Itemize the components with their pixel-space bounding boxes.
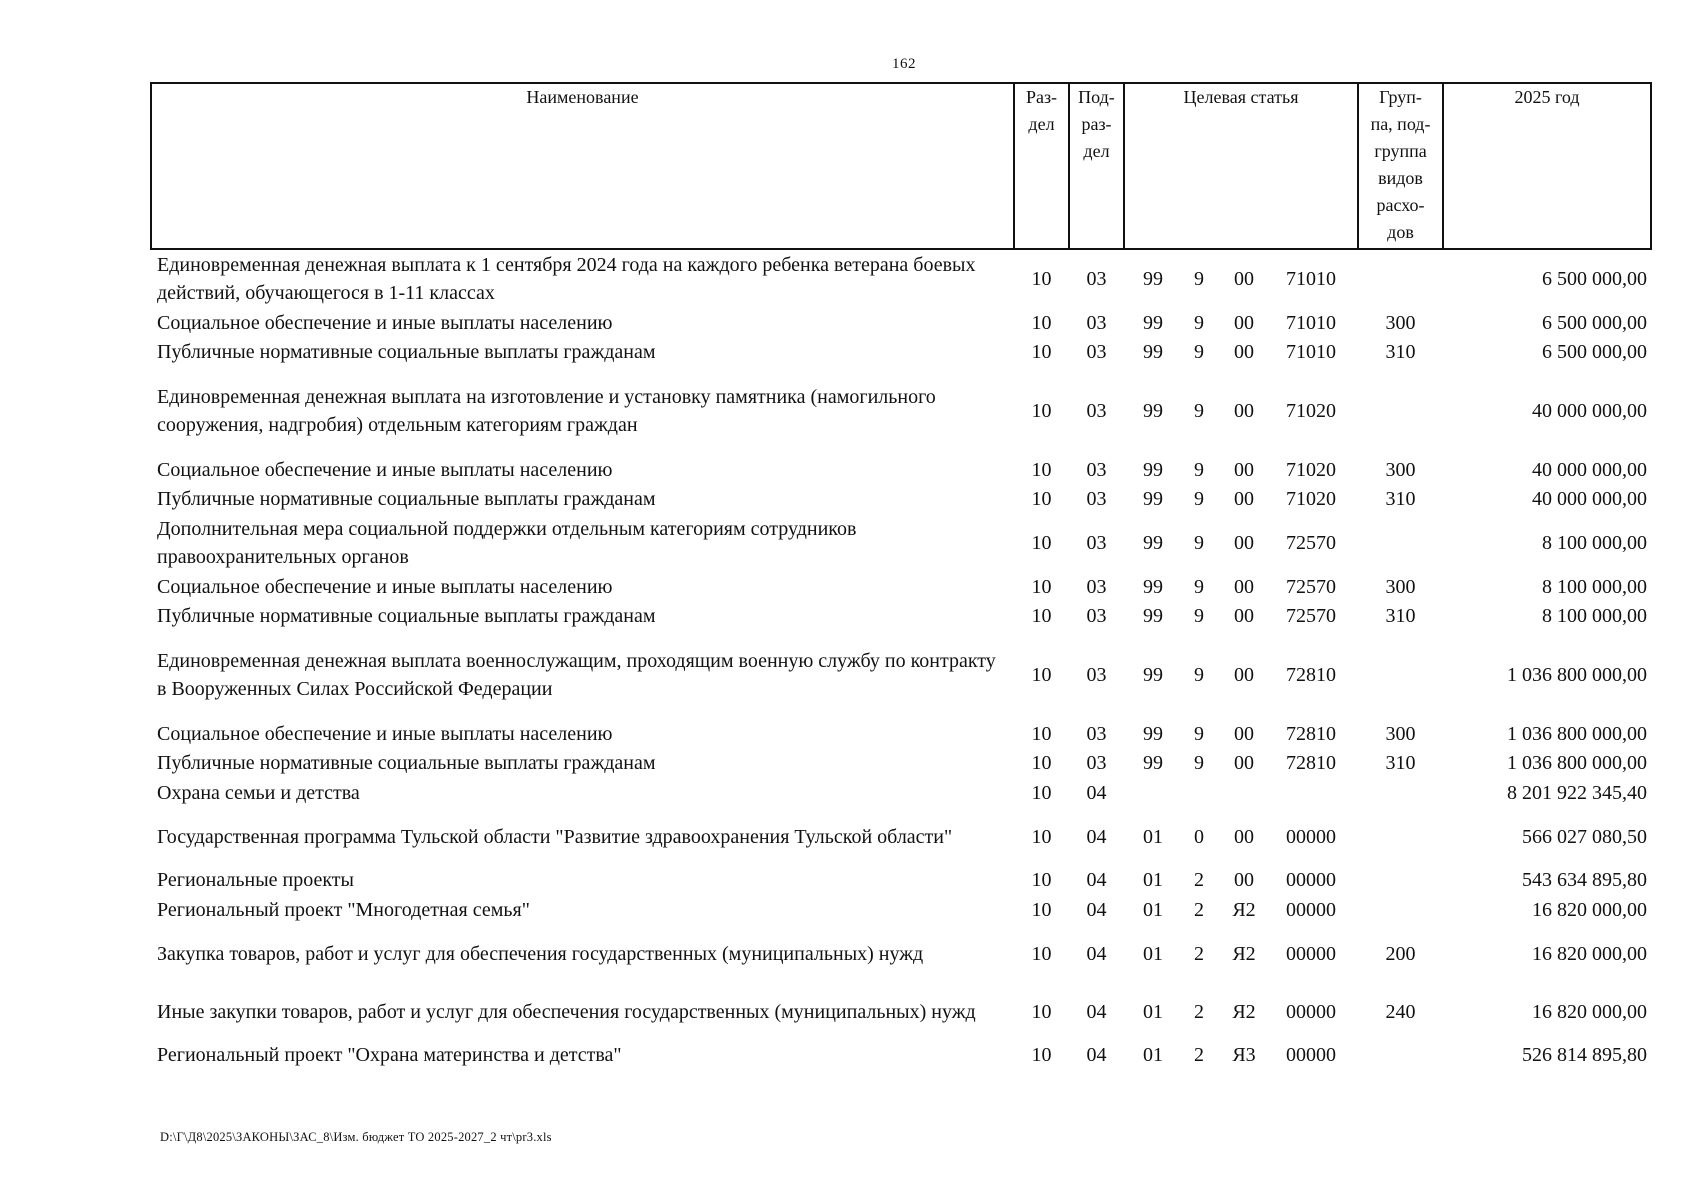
cell-podrazdel: 03 [1086, 458, 1107, 481]
cell-target-direction: 71010 [1286, 311, 1336, 334]
cell-target-subprogram: 9 [1194, 605, 1204, 628]
cell-target-program: 99 [1143, 752, 1163, 775]
cell-target-program: 99 [1143, 664, 1163, 686]
cell-target-program: 01 [1143, 869, 1163, 892]
cell-podrazdel: 03 [1086, 268, 1107, 290]
cell-target-subprogram [1182, 778, 1216, 808]
cell-amount: 8 100 000,00 [1542, 605, 1648, 628]
cell-name: Публичные нормативные социальные выплаты гражданам [157, 341, 656, 364]
cell-name: Региональный проект "Многодетная семья" [157, 898, 530, 921]
cell-razdel: 10 [1031, 664, 1052, 686]
cell-target-program: 99 [1143, 605, 1163, 628]
cell-razdel: 10 [1031, 488, 1052, 511]
cell-target-subprogram: 2 [1194, 1000, 1204, 1023]
cell-name: Публичные нормативные социальные выплаты гражданам [157, 605, 656, 628]
header-razdel: Раз- дел [1014, 83, 1069, 249]
cell-target-program: 01 [1143, 898, 1163, 921]
cell-target-direction: 00000 [1286, 825, 1336, 848]
cell-name: Единовременная денежная выплата военнослужащим, проходящим военную службу по контракту в Вооруженных Силах Российской Федерации [157, 650, 996, 700]
cell-amount: 6 500 000,00 [1542, 311, 1648, 334]
cell-target-event: 00 [1234, 664, 1254, 686]
table-row [151, 719, 1651, 749]
cell-target-subprogram: 2 [1194, 1044, 1204, 1067]
cell-target-direction: 71020 [1286, 400, 1336, 422]
cell-target-program: 99 [1143, 341, 1163, 364]
cell-razdel: 10 [1031, 605, 1052, 628]
cell-target-direction: 00000 [1286, 1000, 1336, 1023]
cell-razdel: 10 [1031, 869, 1052, 892]
cell-expense-group: 300 [1385, 458, 1416, 481]
cell-razdel: 10 [1031, 458, 1052, 481]
cell-podrazdel: 03 [1086, 488, 1107, 511]
cell-name: Социальное обеспечение и иные выплаты населению [157, 722, 613, 745]
cell-name: Закупка товаров, работ и услуг для обеспечения государственных (муниципальных) нужд [157, 942, 924, 965]
cell-target-direction: 72810 [1286, 752, 1336, 775]
cell-amount: 40 000 000,00 [1532, 458, 1648, 481]
cell-target-event: 00 [1234, 532, 1254, 554]
cell-podrazdel: 03 [1086, 575, 1107, 598]
cell-target-direction: 71020 [1286, 458, 1336, 481]
header-year: 2025 год [1443, 83, 1651, 249]
cell-target-subprogram: 9 [1194, 268, 1204, 290]
cell-podrazdel: 03 [1086, 311, 1107, 334]
footer-file-path: D:\Г\Д8\2025\ЗАКОНЫ\ЗАС_8\Изм. бюджет ТО 2025-2027_2 чт\pr3.xls [160, 1130, 552, 1144]
cell-target-event: Я2 [1232, 942, 1256, 965]
cell-razdel: 10 [1031, 400, 1052, 422]
cell-podrazdel: 03 [1086, 532, 1107, 554]
cell-target-subprogram: 9 [1194, 400, 1204, 422]
cell-name: Дополнительная мера социальной поддержки отдельным категориям сотрудников правоохранительных органов [157, 518, 857, 568]
cell-expense-group [1358, 808, 1443, 866]
cell-target-event: 00 [1234, 268, 1254, 290]
table-row [151, 925, 1651, 983]
cell-target-event: 00 [1234, 575, 1254, 598]
table-row [151, 749, 1651, 779]
table-row [151, 866, 1651, 896]
cell-expense-group [1358, 367, 1443, 455]
cell-name: Региональный проект "Охрана материнства и детства" [157, 1044, 622, 1067]
cell-target-event: 00 [1234, 825, 1254, 848]
cell-target-event: 00 [1234, 341, 1254, 364]
table-row [151, 602, 1651, 632]
cell-target-direction: 71020 [1286, 488, 1336, 511]
cell-target-direction: 72570 [1286, 605, 1336, 628]
cell-podrazdel: 04 [1086, 1044, 1107, 1067]
cell-target-event: 00 [1234, 605, 1254, 628]
cell-target-program: 01 [1143, 1000, 1163, 1023]
cell-target-event: 00 [1234, 400, 1254, 422]
cell-expense-group [1358, 514, 1443, 572]
cell-razdel: 10 [1031, 825, 1052, 848]
cell-expense-group: 310 [1385, 752, 1416, 775]
table-row [151, 778, 1651, 808]
cell-podrazdel: 03 [1086, 605, 1107, 628]
cell-target-program: 99 [1143, 400, 1163, 422]
cell-target-direction: 72570 [1286, 532, 1336, 554]
cell-target-program [1124, 778, 1182, 808]
cell-target-direction: 71010 [1286, 268, 1336, 290]
table-row [151, 572, 1651, 602]
cell-name: Социальное обеспечение и иные выплаты населению [157, 575, 613, 598]
cell-expense-group: 300 [1385, 311, 1416, 334]
page-number: 162 [892, 56, 916, 72]
table-row [151, 455, 1651, 485]
cell-target-event: 00 [1234, 869, 1254, 892]
cell-amount: 16 820 000,00 [1532, 1000, 1648, 1023]
cell-razdel: 10 [1031, 781, 1052, 804]
cell-target-subprogram: 9 [1194, 488, 1204, 511]
cell-target-event: 00 [1234, 722, 1254, 745]
table-row [151, 1041, 1651, 1071]
cell-podrazdel: 04 [1086, 825, 1107, 848]
cell-razdel: 10 [1031, 898, 1052, 921]
cell-podrazdel: 04 [1086, 781, 1107, 804]
header-target: Целевая статья [1124, 83, 1358, 249]
cell-name: Государственная программа Тульской области "Развитие здравоохранения Тульской области" [157, 825, 953, 848]
cell-target-subprogram: 9 [1194, 575, 1204, 598]
cell-target-subprogram: 2 [1194, 869, 1204, 892]
cell-target-program: 99 [1143, 722, 1163, 745]
cell-amount: 543 634 895,80 [1522, 869, 1648, 892]
cell-expense-group [1358, 631, 1443, 719]
header-name: Наименование [151, 83, 1014, 249]
cell-razdel: 10 [1031, 575, 1052, 598]
cell-target-program: 99 [1143, 575, 1163, 598]
cell-target-event: 00 [1234, 488, 1254, 511]
cell-target-direction: 72810 [1286, 722, 1336, 745]
cell-podrazdel: 04 [1086, 942, 1107, 965]
cell-target-program: 99 [1143, 532, 1163, 554]
cell-razdel: 10 [1031, 1000, 1052, 1023]
cell-expense-group: 310 [1385, 488, 1416, 511]
table-row [151, 338, 1651, 368]
cell-podrazdel: 03 [1086, 664, 1107, 686]
cell-podrazdel: 04 [1086, 1000, 1107, 1023]
cell-amount: 6 500 000,00 [1542, 268, 1648, 290]
table-row [151, 249, 1651, 308]
cell-target-event: 00 [1234, 752, 1254, 775]
cell-target-program: 01 [1143, 1044, 1163, 1067]
cell-target-direction: 00000 [1286, 942, 1336, 965]
cell-amount: 8 100 000,00 [1542, 575, 1648, 598]
cell-podrazdel: 03 [1086, 722, 1107, 745]
cell-expense-group [1358, 1041, 1443, 1071]
cell-razdel: 10 [1031, 532, 1052, 554]
cell-amount: 6 500 000,00 [1542, 341, 1648, 364]
cell-target-direction [1272, 778, 1358, 808]
table-row [151, 485, 1651, 515]
cell-target-subprogram: 9 [1194, 458, 1204, 481]
cell-razdel: 10 [1031, 942, 1052, 965]
cell-name: Социальное обеспечение и иные выплаты населению [157, 458, 613, 481]
cell-expense-group: 310 [1385, 605, 1416, 628]
cell-expense-group [1358, 895, 1443, 925]
cell-amount: 8 201 922 345,40 [1507, 781, 1648, 804]
cell-expense-group [1358, 866, 1443, 896]
cell-name: Социальное обеспечение и иные выплаты населению [157, 311, 613, 334]
table-row [151, 895, 1651, 925]
cell-target-direction: 00000 [1286, 869, 1336, 892]
cell-name: Региональные проекты [157, 869, 354, 892]
cell-target-subprogram: 9 [1194, 532, 1204, 554]
cell-target-direction: 71010 [1286, 341, 1336, 364]
cell-razdel: 10 [1031, 311, 1052, 334]
cell-expense-group: 300 [1385, 722, 1416, 745]
cell-target-program: 99 [1143, 488, 1163, 511]
cell-name: Публичные нормативные социальные выплаты гражданам [157, 488, 656, 511]
cell-target-program: 99 [1143, 311, 1163, 334]
cell-target-subprogram: 9 [1194, 752, 1204, 775]
table-row [151, 631, 1651, 719]
cell-target-event: 00 [1234, 458, 1254, 481]
cell-target-subprogram: 9 [1194, 311, 1204, 334]
cell-target-event [1216, 778, 1272, 808]
table-header-row [151, 83, 1651, 249]
budget-table [150, 82, 1652, 1070]
cell-target-program: 99 [1143, 458, 1163, 481]
header-group: Груп- па, под- группа видов расхо- дов [1358, 83, 1443, 249]
cell-podrazdel: 03 [1086, 400, 1107, 422]
cell-razdel: 10 [1031, 268, 1052, 290]
header-podrazdel: Под- раз- дел [1069, 83, 1124, 249]
cell-expense-group: 300 [1385, 575, 1416, 598]
cell-target-program: 99 [1143, 268, 1163, 290]
cell-target-direction: 00000 [1286, 1044, 1336, 1067]
cell-razdel: 10 [1031, 752, 1052, 775]
cell-name: Публичные нормативные социальные выплаты гражданам [157, 752, 656, 775]
cell-target-program: 01 [1143, 942, 1163, 965]
cell-amount: 566 027 080,50 [1522, 825, 1648, 848]
cell-name: Охрана семьи и детства [157, 781, 360, 804]
cell-target-subprogram: 0 [1194, 825, 1204, 848]
cell-podrazdel: 04 [1086, 869, 1107, 892]
cell-target-event: 00 [1234, 311, 1254, 334]
cell-amount: 16 820 000,00 [1532, 942, 1648, 965]
cell-target-subprogram: 2 [1194, 898, 1204, 921]
cell-target-subprogram: 9 [1194, 341, 1204, 364]
cell-amount: 1 036 800 000,00 [1507, 664, 1648, 686]
table-row [151, 514, 1651, 572]
cell-name: Иные закупки товаров, работ и услуг для обеспечения государственных (муниципальных) нужд [157, 1000, 976, 1023]
cell-target-subprogram: 9 [1194, 722, 1204, 745]
cell-amount: 40 000 000,00 [1532, 400, 1648, 422]
cell-razdel: 10 [1031, 722, 1052, 745]
cell-razdel: 10 [1031, 1044, 1052, 1067]
cell-amount: 16 820 000,00 [1532, 898, 1648, 921]
cell-expense-group: 200 [1385, 942, 1416, 965]
cell-amount: 8 100 000,00 [1542, 532, 1648, 554]
table-row [151, 367, 1651, 455]
cell-amount: 40 000 000,00 [1532, 488, 1648, 511]
cell-name: Единовременная денежная выплата к 1 сентября 2024 года на каждого ребенка ветерана боевых действий, обучающегося в 1-11 классах [157, 254, 976, 304]
cell-expense-group: 240 [1385, 1000, 1416, 1023]
table-row [151, 983, 1651, 1041]
cell-target-program: 01 [1143, 825, 1163, 848]
cell-expense-group [1358, 249, 1443, 308]
cell-target-direction: 00000 [1286, 898, 1336, 921]
table-body [151, 249, 1651, 1070]
cell-target-event: Я2 [1232, 898, 1256, 921]
cell-target-direction: 72810 [1286, 664, 1336, 686]
cell-amount: 1 036 800 000,00 [1507, 752, 1648, 775]
cell-razdel: 10 [1031, 341, 1052, 364]
cell-name: Единовременная денежная выплата на изготовление и установку памятника (намогильного сооружения, надгробия) отдельным категориям граждан [157, 386, 936, 436]
cell-podrazdel: 03 [1086, 341, 1107, 364]
cell-target-subprogram: 9 [1194, 664, 1204, 686]
cell-target-event: Я3 [1232, 1044, 1256, 1067]
cell-expense-group: 310 [1385, 341, 1416, 364]
cell-target-event: Я2 [1232, 1000, 1256, 1023]
cell-expense-group [1358, 778, 1443, 808]
table-row [151, 808, 1651, 866]
cell-podrazdel: 04 [1086, 898, 1107, 921]
table-row [151, 308, 1651, 338]
cell-podrazdel: 03 [1086, 752, 1107, 775]
cell-amount: 526 814 895,80 [1522, 1044, 1648, 1067]
cell-amount: 1 036 800 000,00 [1507, 722, 1648, 745]
cell-target-direction: 72570 [1286, 575, 1336, 598]
cell-target-subprogram: 2 [1194, 942, 1204, 965]
